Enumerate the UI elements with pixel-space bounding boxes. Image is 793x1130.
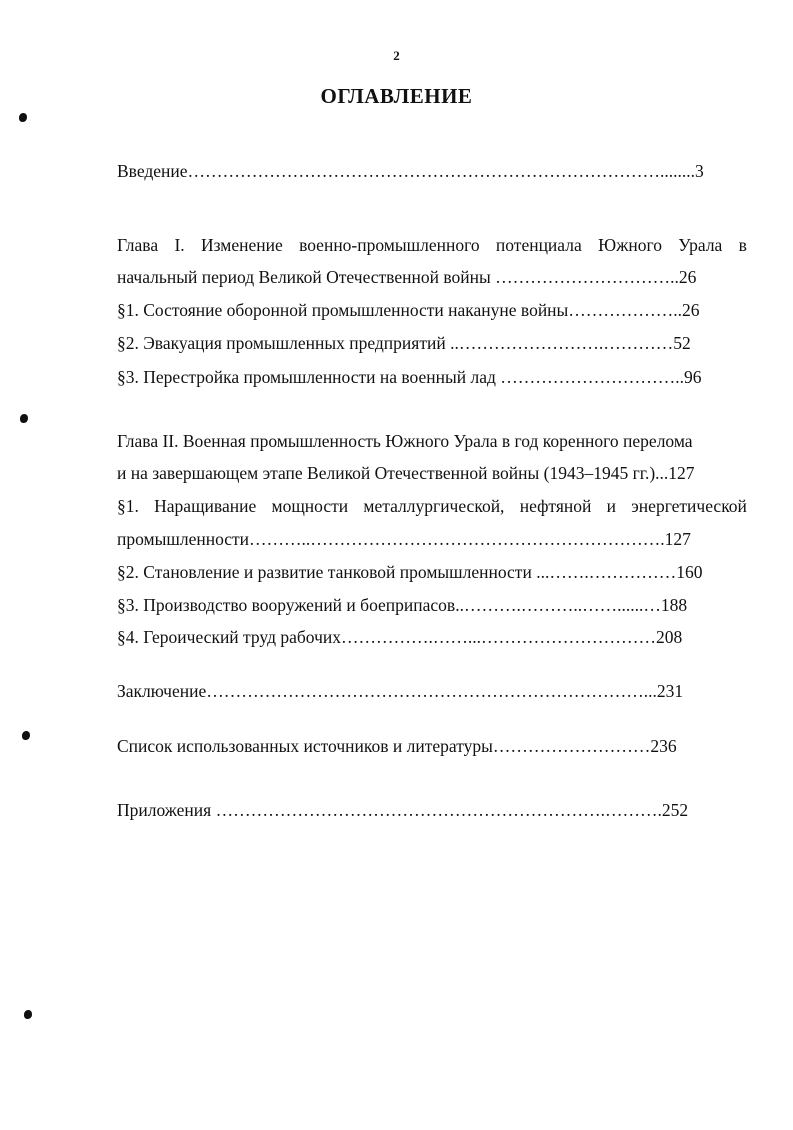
- binding-mark: [24, 1010, 32, 1019]
- toc-chapter2-line1: Глава II. Военная промышленность Южного Урала в год коренного перелома: [117, 431, 693, 451]
- page-title: ОГЛАВЛЕНИЕ: [320, 84, 473, 108]
- toc-chapter2-section1-cont: промышленности………..…………………………………………………….127: [117, 529, 691, 549]
- toc-entry-appendix: Приложения ………………………………………………………….……….252: [117, 800, 689, 820]
- toc-chapter2-section3: §3. Производство вооружений и боеприпасов..……….………..……......…188: [117, 595, 688, 615]
- toc-chapter2-line2: и на завершающем этапе Великой Отечественной войны (1943–1945 гг.)...127: [117, 463, 695, 483]
- toc-chapter1-section3: §3. Перестройка промышленности на военный лад …………………………..96: [117, 367, 702, 387]
- toc-chapter2-section4: §4. Героический труд рабочих…………….……...…………………………208: [117, 627, 683, 647]
- toc-entry-intro: Введение………………………………………………………………………........3: [117, 161, 704, 181]
- toc-chapter2-section2: §2. Становление и развитие танковой промышленности ...…….……………160: [117, 562, 703, 582]
- toc-chapter1-section2: §2. Эвакуация промышленных предприятий ..…………………….…………52: [117, 333, 691, 353]
- page-number: 2: [393, 48, 400, 63]
- toc-chapter1-section1: §1. Состояние оборонной промышленности накануне войны………………..26: [117, 300, 700, 320]
- toc-entry-sources: Список использованных источников и литературы………………………236: [117, 736, 677, 756]
- binding-mark: [19, 113, 27, 122]
- toc-chapter1-line2: начальный период Великой Отечественной войны …………………………..26: [117, 267, 697, 287]
- binding-mark: [20, 414, 28, 423]
- binding-mark: [22, 731, 30, 740]
- toc-entry-conclusion: Заключение…………………………………………………………………...231: [117, 681, 684, 701]
- toc-chapter1-line1: Глава I. Изменение военно-промышленного потенциала Южного Урала в: [117, 235, 747, 255]
- toc-chapter2-section1: §1. Наращивание мощности металлургической, нефтяной и энергетической: [117, 496, 747, 516]
